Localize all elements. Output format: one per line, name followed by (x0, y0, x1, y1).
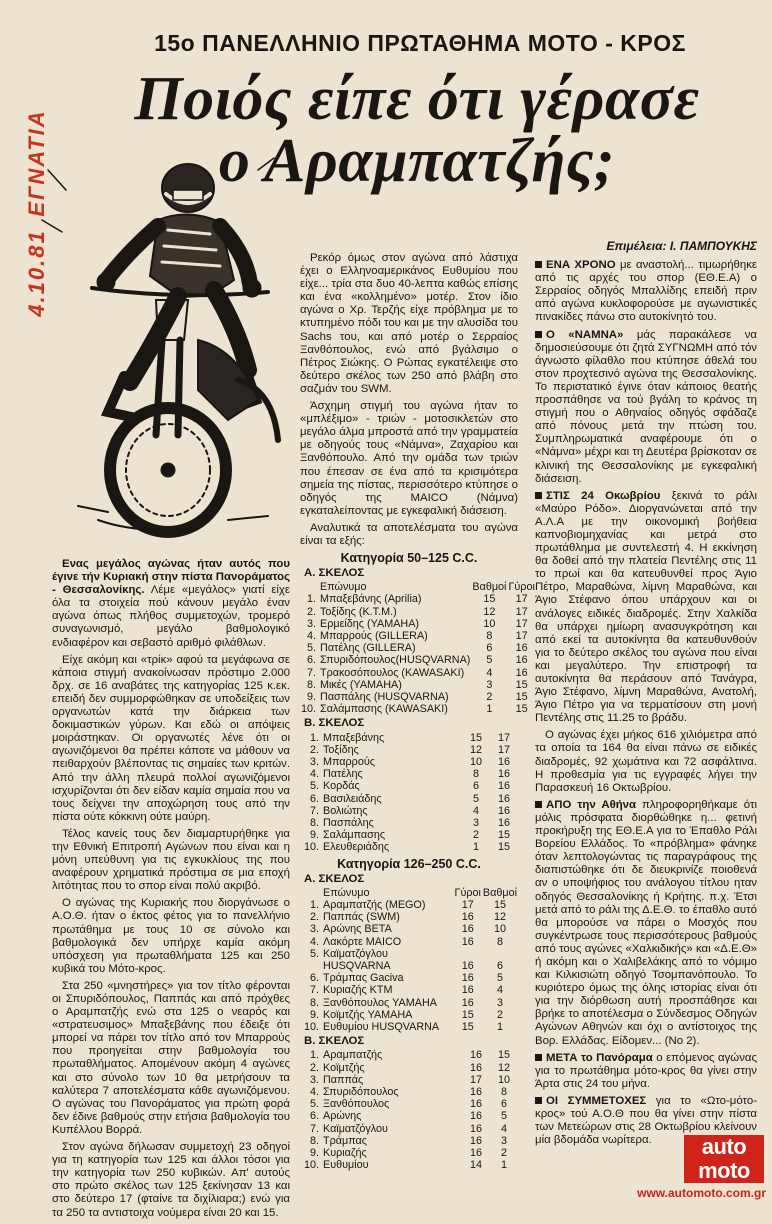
value-cell: 16 (469, 1098, 482, 1111)
logo-line-2: moto (684, 1159, 764, 1183)
position-cell: 6. (309, 1110, 319, 1123)
lead-paragraph (52, 558, 290, 650)
position-cell: 3. (309, 923, 319, 936)
rider-cell: Παππάς (323, 1073, 364, 1086)
brief-lead: ΜΕΤΑ το Πανόραμα (546, 1051, 653, 1064)
position-cell: 9. (307, 691, 317, 704)
brief-lead: ΟΙ ΣΥΜΜΕΤΟΧΕΣ (546, 1094, 647, 1107)
position-cell: 9. (309, 829, 319, 842)
rider-cell: Αρώνης (323, 1110, 362, 1123)
position-cell: 2. (309, 1061, 319, 1074)
table-row (300, 679, 536, 691)
table-row (300, 654, 536, 666)
value-cell: 1 (500, 1159, 507, 1172)
value-cell: 17 (497, 731, 510, 744)
value-cell: 15 (497, 829, 510, 842)
table-row (300, 936, 518, 948)
value-cell: 17 (469, 1073, 482, 1086)
rider-cell: Τοξίδης (323, 743, 359, 756)
table-row (300, 997, 518, 1009)
value-cell: 16 (515, 642, 528, 655)
brief-text: πληροφορηθήκαμε ότι μόλις πρόσφατα διορθώθηκε η... φετινή προκήρυξη της ΕΘ.Ε.Α για το Έπαθλο Ράλι Βορείου Ελλάδος. Το «πρόβλημα» φάνηκε όταν λεπτολογώντας τις παραγράφους της διαπιστώθηκε ότι δε διευκρινίζε ποιοθενά αν ο υποψήφιος του ανάλογου τίτλου ηταν οδηγός Θεσσαλονίκης ή Κρήτης. π.χ. Έτσι μετά από το ράλι της Δ.Ε.Θ. το έπαθλο αυτό θα μπορούσε να πάρει ο Μοσχός που συγκέντρωσε τους περισσότερους βαθμούς από τους αγώνες «Χαλκιδικής» και «Δ.Ε.Θ» ή ακόμη και ο Χαλιβελάκης από το νόμιμο και Κιλκισιώτη οδηγό Τσομπανόπουλο. Το κυριότερο όμως της όλης ιστορίας είναι ότι για την διόρθωση αυτή προσπάθησε και βρήκε το αποτέλεσμα ο Σύνδεσμος Οδηγών Αγώνων Αθηνών και όχι ο αντίστοιχος της Βορ. Ελλάδας. Είδομεν... (Νο 2). (535, 798, 757, 1047)
position-cell: 5. (309, 947, 319, 960)
value-cell: 16 (461, 996, 474, 1009)
headline-line-2: ο Αραμπατζής; (218, 127, 616, 195)
table-row (300, 744, 518, 756)
brief-lead: Ο «ΝΑΜΝΑ» (546, 328, 624, 341)
value-cell: 10 (493, 923, 506, 936)
value-cell (454, 948, 482, 960)
value-cell: 1 (472, 841, 479, 854)
value-cell: 16 (461, 923, 474, 936)
results-table-125-b (300, 732, 518, 854)
table-row (300, 829, 518, 841)
value-cell: 8 (472, 768, 479, 781)
table-row (300, 1159, 518, 1171)
value-cell: 17 (461, 899, 474, 911)
table-row (300, 732, 518, 744)
table-row (300, 793, 518, 805)
rider-cell: Ερμείδης (YAMAHA) (320, 617, 419, 630)
rider-cell: Σπυριδόπουλος (323, 1085, 399, 1098)
value-cell: 16 (469, 1110, 482, 1123)
table-row (300, 805, 518, 817)
rider-cell: Καϊματζόγλου (323, 1122, 388, 1135)
table-row (300, 960, 518, 972)
rider-cell: Ξανθόπουλος YAMAHA (323, 996, 437, 1009)
table-row (300, 1098, 518, 1110)
position-cell: 9. (309, 1008, 319, 1021)
table-row (300, 948, 518, 960)
square-bullet-icon (535, 331, 542, 338)
value-cell: 14 (469, 1159, 482, 1172)
value-cell: 16 (461, 972, 474, 985)
value-cell: 10 (483, 617, 496, 630)
value-cell: 1 (486, 703, 493, 716)
position-cell: 10. (303, 1021, 319, 1034)
value-cell: 8 (496, 935, 503, 948)
position-cell: 6. (307, 654, 317, 667)
news-brief (535, 490, 757, 726)
position-cell: 4. (309, 935, 319, 948)
value-cell: 15 (515, 703, 528, 716)
value-cell: 5 (500, 1110, 507, 1123)
article-column-2 (300, 252, 535, 1172)
kicker-title: 15ο ΠΑΝΕΛΛΗΝΙΟ ΠΡΩΤΑΘΗΜΑ ΜΟΤΟ - ΚΡΟΣ (154, 30, 686, 56)
article-column-1 (52, 558, 290, 1224)
square-bullet-icon (535, 1054, 542, 1061)
value-cell: 10 (497, 1073, 510, 1086)
rider-cell: Ξανθόπουλος (323, 1098, 390, 1111)
value-cell: 4 (472, 804, 479, 817)
byline: Επιμέλεια: Ι. ΠΑΜΠΟΥΚΗΣ (606, 239, 757, 253)
brief-lead: ΣΤΙΣ 24 Οκωβρίου (546, 489, 661, 502)
table-row (300, 899, 518, 911)
rider-cell: Κυριαζής (323, 1146, 367, 1159)
value-cell: 15 (461, 1008, 474, 1021)
square-bullet-icon (535, 492, 542, 499)
headline-line-1: Ποιός είπε ότι γέρασε (134, 65, 700, 133)
rider-cell: Κοϊμτζής YAMAHA (323, 1008, 413, 1021)
col-header: Επώνυμο (323, 886, 370, 899)
table-row (300, 923, 518, 935)
table-row (300, 756, 518, 768)
position-cell: 4. (307, 630, 317, 643)
rider-cell: Πασπάλης (HUSQVARNA) (320, 691, 449, 704)
brief-text: για το «Ωτο-μότο-κρος» τού Α.Ο.Θ που θα γίνει στην πίστα των Μετεώρων στις 28 Οκτωβρίου κλείνουν μία βδομάδα νωρίτερα. (535, 1094, 758, 1147)
results-table-250-a (300, 887, 518, 1033)
value-cell: 16 (469, 1134, 482, 1147)
col-header: Βαθμοί (472, 581, 507, 594)
value-cell: 16 (461, 935, 474, 948)
results-table-250-b (300, 1049, 518, 1171)
paragraph: Στα 250 «μνηστήρες» για τον τίτλο φέρονται οι Σπυριδόπουλος, Παππάς και από πρόχθες ο Αραμπατζής ενώ στα 125 ο νεαρός και «στρατευσιμος» Μπαξεβάνης που έδειξε ότι μπορεί να πάρει τον τίτλο από τον Μπαρρούς που προηγείται στην βαθμολογία του πρωταθλήματος. Απομένουν ακόμη 4 αγώνες και στο σύνολο των 10 θα μετρήσουν τα καλύτερα 7 αποτελέσματα κάθε αγωνιζόμενου. Ο αγώνας του Πανοράματος για πρώτη φορά δεν έδινε βαθμούς στην ετήσια βαθμολογία του Κυπέλλου Βορρά. (52, 979, 290, 1136)
table-row (300, 703, 536, 715)
heat-a-label: A. ΣΚΕΛΟΣ (304, 567, 365, 580)
table-row (300, 1110, 518, 1122)
value-cell: 16 (461, 911, 474, 924)
value-cell: 12 (497, 1061, 510, 1074)
table-row (300, 841, 518, 853)
table-row (300, 691, 536, 703)
rider-cell: Τράμπας (323, 1134, 367, 1147)
rider-cell: Ελευθεριάδης (323, 841, 390, 854)
lead-rest: Λέμε «μεγάλος» γιατί είχε όλα τα στοιχεία πού κάνουν μεγάλο έναν αγώνα όπως πλήθος συμμετοχών, τρομερό συναγωνισμό, μεγάλο βαθμολογικό ενδιαφέρον και σεβαστό αριθμό φιλάθλων. (52, 584, 290, 649)
value-cell: 16 (515, 654, 528, 667)
table-row (300, 593, 536, 605)
position-cell: 10. (301, 703, 317, 716)
position-cell: 1. (309, 731, 319, 744)
rider-cell: Μικές (YAMAHA) (320, 678, 402, 691)
table-row (300, 972, 518, 984)
paragraph: Τέλος κανείς τους δεν διαμαρτυρήθηκε για την Εθνική Επιτροπή Αγώνων που είναι και η μόνη υπεύθυνη για τις εγκυκλίους της που αναφέρουν χρηματικά πρόστιμα σε μια εποχή λιτότητας που το σπορ είναι πολύ ακριβό. (52, 827, 290, 893)
heat-a-label: A. ΣΚΕΛΟΣ (304, 872, 365, 885)
stamp-date: 4.10.81 (24, 229, 49, 317)
rider-cell: Μπαρρούς (323, 755, 375, 768)
rider-cell: Μπαξεβάνης (Aprilia) (320, 593, 422, 606)
value-cell: 17 (515, 593, 528, 606)
rider-cell: Τρακοσόπουλος (KAWASAKI) (320, 666, 465, 679)
position-cell: 3. (309, 1073, 319, 1086)
value-cell: 15 (493, 899, 506, 911)
rider-cell: Ευθυμίου HUSQVARNA (323, 1021, 440, 1034)
table-header (300, 887, 518, 899)
value-cell: 15 (515, 678, 528, 691)
value-cell: 8 (486, 630, 493, 643)
news-brief (535, 259, 757, 324)
rider-cell: Βασιλειάδης (323, 792, 382, 805)
position-cell: 7. (309, 984, 319, 997)
value-cell: 3 (496, 996, 503, 1009)
value-cell: 6 (500, 1098, 507, 1111)
position-cell: 5. (309, 780, 319, 793)
table-row (300, 618, 536, 630)
paragraph: Ρεκόρ όμως στον αγώνα από λάστιχα έχει ο Ελληνοαμερικάνος Ευθυμίου που είχε... τρία στα δυο 40-λεπτα καθώς επίσης και ένα «κολλημένο» μοτέρ. Στον ίδιο αγώνα ο Χρ. Τερζής είχε πρόβλημα με το κτυπημένο πόδι του και με την αλυσίδα του Sachs του, και από μοτέρ ο Σερραίος Ξανθόπουλος, ενώ από βγάλσιμο ο Πέτρος Σιώκης. Ο Ρώπας εγκατέλειψε στο δεύτερο σκέλος των 250 από βλάβη στο σαζμάν του SWM. (300, 252, 518, 395)
square-bullet-icon (535, 801, 542, 808)
rider-cell: Τοξίδης (K.T.M.) (320, 605, 397, 618)
value-cell: 4 (500, 1122, 507, 1135)
brief-text: ξεκινά το ράλι «Μαύρο Ρόδο». Διοργανώνεται από την Α.Λ.Α με την οικονομική βοήθεια καπνοβιομηχανίας και μετρά στο πρωτάθλημα με συντελεστή 4. Η εκκίνηση θα δοθεί από την πλατεία Πεντέλης στις 11 το πρωί και θα κατευθυνθεί προς Άγιο Πέτρο, Μαραθώνα, λίμνη Μαραθώνα, και Άγιο Στέφανο όπου υπάρχουν και οι ανάλογες ειδικές διαδρομές. Στην Χαλκίδα θα υπάρχει ημίωρη ανασυγκρότηση και από εκεί τα αυτοκίνητα θα κατευθυνθούν για το δεύτερο σκέλος του αγώνα που είναι και μεγαλύτερο. Την επιστροφή τα αυτοκίνητα θα περάσουν από Τανάγρα, Άγιο Στέφανο, λίμνη Μαραθώνα, Ανατολή, Άγιο Πέτρο για να τερματίσουν στη μονή Πεντέλης στις 11.25 το βράδυ. (535, 489, 757, 725)
value-cell: 16 (497, 804, 510, 817)
heat-b-label: B. ΣΚΕΛΟΣ (304, 717, 365, 730)
value-cell: 16 (469, 1085, 482, 1098)
value-cell: 8 (500, 1085, 507, 1098)
brief-text: μάς παρακάλεσε να δημοσιεύσουμε ότι ζητά ΣΥΓΝΩΜΗ από τόν άγνωστο φίλαθλο που κτύπησε άθελά του στον προχτεσινό αγώνα της Θεσσαλονίκης. Το περιστατικό έγινε όταν κάποιος θεατής προσπάθησε να τού βγάλη το κράνος τη στιγμή που ο Αθηναίος οδηγός σφάδαζε από πόνους μετά την πτώση του. Συμπληρωματικά αναφέρουμε ότι ο «Νάμνα» μέχρι και τη Δευτέρα βρίσκοταν σε κλινική της Θεσσαλονίκης με εγκεφαλική διάσειση. (535, 328, 757, 485)
table-row (300, 817, 518, 829)
position-cell: 6. (309, 972, 319, 985)
position-cell: 10. (303, 1159, 319, 1172)
value-cell: 5 (472, 792, 479, 805)
news-brief (535, 329, 757, 486)
position-cell: 2. (307, 605, 317, 618)
position-cell: 3. (309, 755, 319, 768)
rider-cell: Ευθυμίου (323, 1159, 369, 1172)
paragraph: Στον αγώνα δήλωσαν συμμετοχή 23 οδηγοί για τη κατηγορία των 125 και άλλοι τόσοι για την κατηγορία των 250 κυβικών. Απ' αυτούς στο πρώτο σκέλος των 125 ξεκίνησαν 13 και στο δεύτερο 17 (φταίνε τα διχίλιαρα;) ενώ για τα 250 τα αντιστοιχα νούμερα είναι 20 και 15. (52, 1141, 290, 1219)
article-column-3 (535, 240, 757, 1151)
value-cell: 15 (497, 841, 510, 854)
value-cell: 5 (496, 972, 503, 985)
table-row (300, 1086, 518, 1098)
value-cell: 17 (515, 630, 528, 643)
table-row (300, 642, 536, 654)
position-cell: 8. (309, 817, 319, 829)
value-cell: 16 (497, 817, 510, 829)
position-cell: 3. (307, 617, 317, 630)
rider-cell: Σπυριδόπουλος(HUSQVARNA) (320, 654, 471, 667)
col-header: Βαθμοί (482, 886, 517, 899)
table-row (300, 911, 518, 923)
value-cell: 16 (469, 1122, 482, 1135)
position-cell: 8. (307, 678, 317, 691)
position-cell: 5. (309, 1098, 319, 1111)
value-cell: 17 (515, 605, 528, 618)
table-row (300, 1009, 518, 1021)
rider-cell: Πατέλης (323, 768, 363, 781)
rider-cell: Αραμπατζής (MEGO) (323, 899, 426, 911)
rider-cell: Λακόρτε MAICO (323, 935, 402, 948)
value-cell: 3 (500, 1134, 507, 1147)
brief-lead: ΑΠΟ την Αθήνα (546, 798, 637, 811)
position-cell: 9. (309, 1146, 319, 1159)
table-row (300, 1135, 518, 1147)
news-brief (535, 799, 757, 1048)
value-cell: 6 (472, 780, 479, 793)
motocross-rider-illustration (38, 150, 288, 540)
rider-cell: Παππάς (SWM) (323, 911, 400, 924)
value-cell: 16 (497, 780, 510, 793)
rider-cell: HUSQVARNA (323, 960, 391, 973)
table-row (300, 780, 518, 792)
table-row (300, 1123, 518, 1135)
rider-cell: Μπαξεβάνης (323, 731, 385, 744)
position-cell: 4. (309, 768, 319, 781)
rider-cell: Μπαρρούς (GILLERA) (320, 630, 428, 643)
value-cell: 4 (496, 984, 503, 997)
value-cell: 15 (497, 1049, 510, 1062)
rider-cell: Καϊματζόγλου (323, 947, 388, 960)
position-cell: 1. (309, 1049, 319, 1062)
stamp-newspaper: ΕΓΝΑΤΙΑ (24, 109, 49, 217)
value-cell: 17 (497, 743, 510, 756)
rider-cell: Πατέλης (GILLERA) (320, 642, 416, 655)
value-cell: 16 (497, 792, 510, 805)
paragraph: Ο αγώνας έχει μήκος 616 χιλιόμετρα από τα οποία τα 164 θα είναι πάνω σε ειδικές διαδρομές, 92 χωμάτινα και 72 ασφάλτινα. Η προθεσμία για τις εγγραφές λήγει την Παρασκευή 16 Οκτωβρίου. (535, 729, 757, 794)
rider-cell: Κυριαζής KTM (323, 984, 393, 997)
value-cell: 16 (497, 755, 510, 768)
value-cell: 10 (469, 755, 482, 768)
position-cell: 7. (309, 1122, 319, 1135)
value-cell: 16 (469, 1049, 482, 1062)
position-cell: 7. (307, 666, 317, 679)
table-row (300, 630, 536, 642)
table-row (300, 606, 536, 618)
table-row (300, 1021, 518, 1033)
rider-cell: Κορδάς (323, 780, 360, 793)
table-row (300, 984, 518, 996)
value-cell: 16 (515, 666, 528, 679)
lead-bold: Ενας μεγάλος αγώνας ήταν αυτός που έγινε τήν Κυριακή στην πίστα Πανοράματος - Θεσσαλονίκης. (52, 558, 290, 597)
rider-cell: Κοϊμτζής (323, 1061, 365, 1074)
rider-cell: Αρώνης BETA (323, 923, 392, 936)
position-cell: 7. (309, 804, 319, 817)
value-cell: 15 (469, 731, 482, 744)
position-cell: 8. (309, 1134, 319, 1147)
position-cell: 1. (307, 593, 317, 606)
square-bullet-icon (535, 1097, 542, 1104)
table-row (300, 1049, 518, 1061)
position-cell: 6. (309, 792, 319, 805)
value-cell: 4 (486, 666, 493, 679)
table-row (300, 1062, 518, 1074)
rider-cell: Σαλάμπασης (323, 829, 386, 842)
logo-line-1: auto (684, 1135, 764, 1159)
value-cell (482, 948, 518, 960)
rider-cell: Σαλάμπασης (KAWASAKI) (320, 703, 448, 716)
value-cell: 15 (483, 593, 496, 606)
value-cell: 3 (472, 817, 479, 829)
value-cell: 15 (515, 691, 528, 704)
col-header: Επώνυμο (320, 581, 367, 594)
rider-cell: Αραμπατζής (323, 1049, 383, 1062)
news-brief (535, 1052, 757, 1091)
rider-cell: Πασπάλης (323, 817, 374, 829)
value-cell: 6 (486, 642, 493, 655)
position-cell: 10. (303, 841, 319, 854)
value-cell: 5 (486, 654, 493, 667)
value-cell: 2 (496, 1008, 503, 1021)
value-cell: 2 (500, 1146, 507, 1159)
results-title-250: Κατηγορία 126–250 C.C. (337, 856, 481, 871)
table-row (300, 1147, 518, 1159)
value-cell: 1 (496, 1021, 503, 1034)
brief-text: με αναστολή... τιμωρήθηκε από τις αρχές του σπορ (ΕΘ.Ε.Α) ο Σερραίος οδηγός Μπαλλίδης επειδή πριν από αγώνα κυκλοφορούσε με αγωνιστικές πινακίδες πάνω στο αυτοκίνητό του. (535, 259, 757, 324)
table-header (300, 581, 536, 593)
table-row (300, 1074, 518, 1086)
value-cell: 2 (486, 691, 493, 704)
value-cell: 3 (486, 678, 493, 691)
value-cell: 16 (469, 1146, 482, 1159)
position-cell: 2. (309, 743, 319, 756)
col-header: Γύροι (508, 581, 535, 594)
paragraph: Άσχημη στιγμή του αγώνα ήταν το «μπλέξιμο» - τριών - μοτοσικλετών στο μεγάλο άλμα μπροστά από την γραμματεία με οδηγούς τους «Νάμνα», Ζαχαρίου και Ξανθόπουλο. Από την ομάδα των τριών που έπεσαν σε ένα από τα κρισιμότερα σημεία της πίστας, περισσότερο κτύπησε ο οδηγός της MAICO (Νάμνα) εγκαταλείποντας με εγκεφαλική διάσειση. (300, 400, 518, 517)
paragraph: Είχε ακόμη και «τρίκ» αφού τα μεγάφωνα σε κάποια στιγμή ανακοίνωσαν πρόστιμο 2.000 δρχ. σε 16 αναβάτες της κατηγορίας 125 κ.εκ. επειδή δεν συμμορφώθηκαν σε υποδείξεις των οργανωτών κατά την διάρκεια των δοκιμαστικών γύρων. Και εδώ οι απόψεις μοιράστηκαν. Οι οργανωτές λένε ότι οι αγωνιζόμενοι θα πρέπει κάποτε να μάθουν να πειθαρχούν βλέποντας τις σημαίες των κριτών. Από την άλλη πλευρά πολλοί αγωνιζόμενοι ισχυρίζονται ότι δεν είδαν καμία σημαία που να τους δείχνει την αποχώρηση τους από την πίστα ούτε κόκκινη ούτε μαύρη. (52, 653, 290, 823)
value-cell: 16 (461, 960, 474, 973)
heat-b-label: B. ΣΚΕΛΟΣ (304, 1035, 365, 1048)
brief-lead: ΕΝΑ ΧΡΟΝΟ (546, 259, 616, 272)
position-cell: 4. (309, 1085, 319, 1098)
results-table-125-a (300, 581, 536, 715)
position-cell: 8. (309, 996, 319, 1009)
col-header: Γύροι (454, 886, 481, 899)
square-bullet-icon (535, 261, 542, 268)
value-cell: 12 (469, 743, 482, 756)
table-row (300, 768, 518, 780)
brief-text: ο επόμενος αγώνας για το πρωτάθημα μότο-κρος θα γίνει στην Άρτα στις 24 του μήνα. (535, 1051, 757, 1090)
value-cell: 16 (497, 768, 510, 781)
value-cell: 12 (483, 605, 496, 618)
value-cell: 6 (496, 960, 503, 973)
rider-cell: Βολιώτης (323, 804, 368, 817)
value-cell: 15 (461, 1021, 474, 1034)
value-cell: 17 (515, 617, 528, 630)
value-cell: 16 (461, 984, 474, 997)
position-cell: 2. (309, 911, 319, 924)
table-row (300, 667, 536, 679)
rider-cell: Τράμπας Gaciva (323, 972, 404, 985)
position-cell: 5. (307, 642, 317, 655)
position-cell: 1. (309, 899, 319, 911)
position-cell (300, 960, 322, 972)
paragraph: Ο αγώνας της Κυριακής που διοργάνωσε ο Α.Ο.Θ. ήταν ο έκτος φέτος για το πανελλήνιο πρωτάθημα με τους 10 σε σύνολο και βαθμολογικά δεν υπήρχε καμία ακόμη υπόσχεση για πρωταθλήματα 125 και 250 κυβικά του Μότο-κρος. (52, 897, 290, 975)
results-title-125: Κατηγορία 50–125 C.C. (340, 551, 478, 566)
website-url: www.automoto.com.gr (637, 1186, 766, 1200)
paragraph: Αναλυτικά τα αποτελέσματα του αγώνα είναι τα εξής: (300, 521, 518, 547)
value-cell: 12 (493, 911, 506, 924)
value-cell: 2 (472, 829, 479, 842)
value-cell: 16 (469, 1061, 482, 1074)
